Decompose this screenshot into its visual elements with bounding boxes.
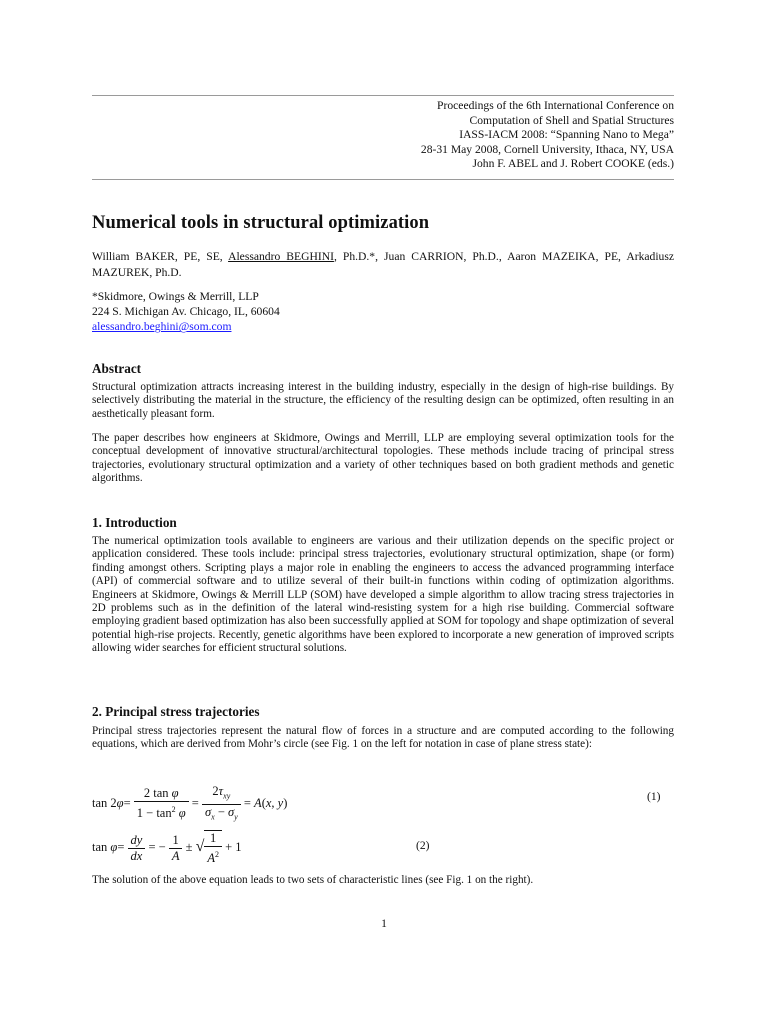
equation-1-number: (1) bbox=[647, 790, 661, 803]
header-top-rule bbox=[92, 95, 674, 96]
introduction-paragraph: The numerical optimization tools available to engineers are various and their utilization depends on the specific project or application considered. These tools include: principal stress trajectories, evolutionary structural optimization, shape (or form) finding amongst others. Scripting plays a major role in enabling the engineers to access the advanced programming interface (API) of commercial software and to utilize several of their built-in functions within coding of optimization algorithms. Engineers at Skidmore, Owings & Merrill LLP (SOM) have developed a simple algorithm to allow tracing stress trajectories in 2D problems such as in the definition of the lateral wind-resisting system for a high rise building. Commercial software employing gradient based optimization has also been successfully applied at SOM for topology and shape optimization of several potential high-rise projects. Recently, genetic algorithms have been explored to incorporate a new generation of improved scripts allowing wider searches for efficient structural solutions. bbox=[92, 535, 674, 655]
header-line: IASS-IACM 2008: “Spanning Nano to Mega” bbox=[459, 128, 674, 142]
characteristic-lines-paragraph: The solution of the above equation leads to two sets of characteristic lines (see Fig. 1 on the right). bbox=[92, 874, 534, 886]
section-2-heading: 2. Principal stress trajectories bbox=[92, 704, 260, 719]
equation-1 bbox=[92, 772, 674, 821]
authors-text-after: , Ph.D.*, Juan CARRION, Ph.D., Aaron MAZEIKA, PE, Arkadiusz MAZUREK, Ph.D. bbox=[92, 250, 674, 279]
email-link[interactable]: alessandro.beghini@som.com bbox=[92, 320, 232, 334]
header-line: 28-31 May 2008, Cornell University, Ithaca, NY, USA bbox=[420, 142, 674, 156]
header-line: Proceedings of the 6th International Conference on bbox=[437, 99, 674, 112]
affiliation-org: *Skidmore, Owings & Merrill, LLP bbox=[92, 290, 259, 303]
corresponding-author: Alessandro BEGHINI bbox=[228, 250, 334, 263]
equation-2-formula: tan φ= $\frac{dy}{dx}$ = − $\frac{1}{A}$ ± √ $\frac{1}{A^2}$ + 1 bbox=[92, 831, 242, 866]
author-list bbox=[92, 249, 674, 280]
header-line: John F. ABEL and J. Robert COOKE (eds.) bbox=[472, 157, 674, 171]
proceedings-header bbox=[254, 99, 674, 172]
page-number: 1 bbox=[381, 917, 387, 930]
header-line: Computation of Shell and Spatial Structures bbox=[469, 113, 674, 127]
affiliation bbox=[92, 289, 674, 335]
authors-text-before: William BAKER, PE, SE, bbox=[92, 250, 229, 263]
abstract-paragraph-1: Structural optimization attracts increasing interest in the building industry, especially in the design of high-rise buildings. By selectively distributing the material in the structure, the efficiency of the resulting design can be optimized, often resulting in an aesthetically pleasant form. bbox=[92, 381, 674, 420]
paper-title: Numerical tools in structural optimization bbox=[92, 213, 430, 233]
stress-trajectories-paragraph: Principal stress trajectories represent the natural flow of forces in a structure and are computed according to the following equations, which are derived from Mohr’s circle (see Fig. 1 on the left for notation in case of plane stress state): bbox=[92, 725, 674, 751]
affiliation-address: 224 S. Michigan Av. Chicago, IL, 60604 bbox=[92, 305, 280, 319]
abstract-paragraph-2: The paper describes how engineers at Skidmore, Owings and Merrill, LLP are employing several optimization tools for the conceptual development of innovative structural/architectural topologies. These methods include tracing of principal stress trajectories, evolutionary structural optimization and a variety of other techniques based on both gradient methods and genetic algorithms. bbox=[92, 432, 674, 485]
abstract-heading: Abstract bbox=[92, 361, 142, 376]
equation-1-formula: tan 2φ= $\frac{\text{2 tan φ}}{1 - \tan^2 \varphi}$ = $\frac{2\tau_{xy}}{\sigma_x - \sigma_y}$ = A(x, y) bbox=[92, 784, 288, 821]
section-1-heading: 1. Introduction bbox=[92, 515, 177, 530]
equation-2 bbox=[92, 826, 674, 866]
header-bottom-rule bbox=[92, 179, 674, 180]
equation-2-number: (2) bbox=[416, 839, 430, 852]
